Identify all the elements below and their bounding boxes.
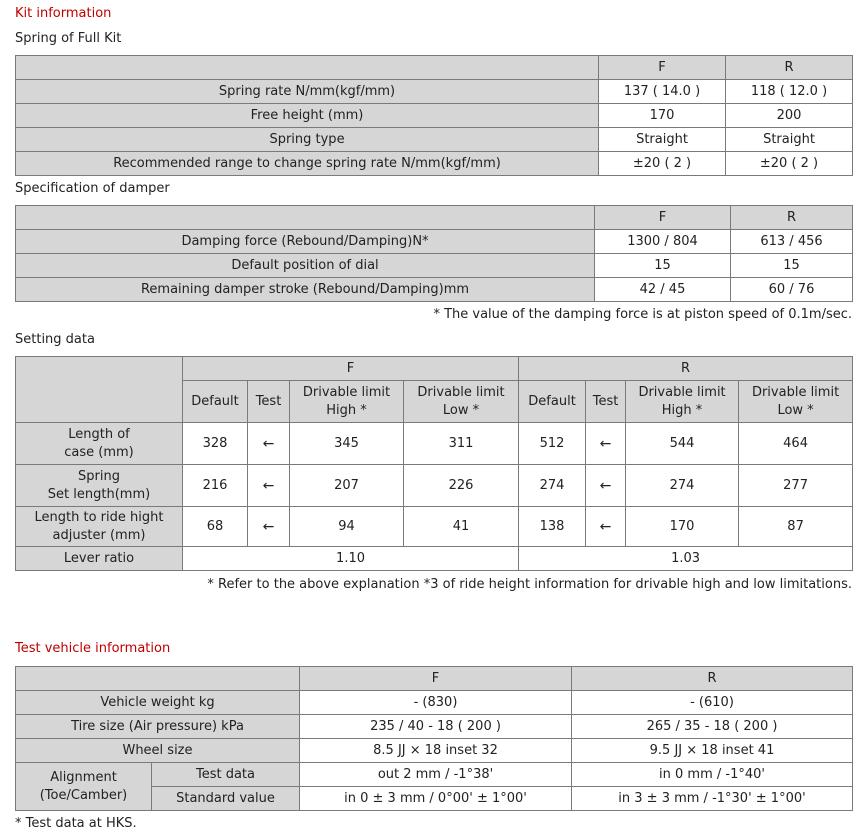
adjuster-f-low: 41 — [404, 507, 519, 547]
vehicle-weight-f: - (830) — [300, 691, 572, 715]
alignment-label-line2: (Toe/Camber) — [39, 787, 128, 803]
adjuster-r-high: 170 — [626, 507, 739, 547]
wheel-size-label: Wheel size — [16, 739, 300, 763]
spring-table — [15, 55, 853, 176]
f-high-header-line2: High * — [326, 402, 367, 418]
dial-position-f: 15 — [595, 254, 731, 278]
case-length-r-high: 544 — [626, 423, 739, 465]
drivable-limit-note: * Refer to the above explanation *3 of ride height information for drivable high and low limitations. — [207, 577, 852, 592]
f-low-header-line1: Drivable limit — [417, 384, 505, 400]
adjuster-f-high: 94 — [290, 507, 404, 547]
setting-group-r: R — [519, 357, 853, 381]
case-length-r-low: 464 — [739, 423, 853, 465]
f-default-header: Default — [183, 381, 248, 423]
left-arrow-icon: ← — [248, 465, 290, 507]
kit-information-title: Kit information — [15, 6, 112, 21]
alignment-label-line1: Alignment — [50, 769, 117, 785]
adjuster-f-default: 68 — [183, 507, 248, 547]
free-height-f: 170 — [599, 104, 726, 128]
spring-set-r-high: 274 — [626, 465, 739, 507]
damping-force-label: Damping force (Rebound/Damping)N* — [16, 230, 595, 254]
alignment-test-r: in 0 mm / -1°40' — [572, 763, 853, 787]
setting-table — [15, 356, 853, 571]
case-length-f-default: 328 — [183, 423, 248, 465]
wheel-size-f: 8.5 JJ × 18 inset 32 — [300, 739, 572, 763]
spring-header-r: R — [726, 56, 853, 80]
test-vehicle-table — [15, 666, 853, 811]
ride-height-adjuster-label-line1: Length to ride hight — [34, 509, 164, 525]
alignment-standard-label: Standard value — [152, 787, 300, 811]
free-height-label: Free height (mm) — [16, 104, 599, 128]
damper-table — [15, 205, 853, 302]
vehicle-header-f: F — [300, 667, 572, 691]
alignment-standard-f: in 0 ± 3 mm / 0°00' ± 1°00' — [300, 787, 572, 811]
left-arrow-icon: ← — [248, 507, 290, 547]
table-row — [16, 465, 853, 507]
vehicle-weight-r: - (610) — [572, 691, 853, 715]
alignment-label — [16, 763, 152, 811]
f-low-header — [404, 381, 519, 423]
ride-height-adjuster-label — [16, 507, 183, 547]
vehicle-weight-label: Vehicle weight kg — [16, 691, 300, 715]
damper-stroke-label: Remaining damper stroke (Rebound/Damping)mm — [16, 278, 595, 302]
spring-type-label: Spring type — [16, 128, 599, 152]
r-test-header: Test — [586, 381, 626, 423]
alignment-standard-r: in 3 ± 3 mm / -1°30' ± 1°00' — [572, 787, 853, 811]
table-row — [16, 507, 853, 547]
spring-header-blank — [16, 56, 599, 80]
vehicle-header-blank — [16, 667, 300, 691]
spring-set-f-default: 216 — [183, 465, 248, 507]
spring-rate-r: 118 ( 12.0 ) — [726, 80, 853, 104]
alignment-test-label: Test data — [152, 763, 300, 787]
lever-ratio-r: 1.03 — [519, 547, 853, 571]
r-high-header — [626, 381, 739, 423]
spring-set-f-low: 226 — [404, 465, 519, 507]
spring-set-f-high: 207 — [290, 465, 404, 507]
dial-position-r: 15 — [731, 254, 853, 278]
damper-stroke-f: 42 / 45 — [595, 278, 731, 302]
left-arrow-icon: ← — [586, 507, 626, 547]
spring-set-r-low: 277 — [739, 465, 853, 507]
r-high-header-line1: Drivable limit — [638, 384, 726, 400]
alignment-test-f: out 2 mm / -1°38' — [300, 763, 572, 787]
free-height-r: 200 — [726, 104, 853, 128]
setting-group-f: F — [183, 357, 519, 381]
vehicle-header-r: R — [572, 667, 853, 691]
spring-type-r: Straight — [726, 128, 853, 152]
left-arrow-icon: ← — [586, 465, 626, 507]
left-arrow-icon: ← — [248, 423, 290, 465]
spring-rate-f: 137 ( 14.0 ) — [599, 80, 726, 104]
wheel-size-r: 9.5 JJ × 18 inset 41 — [572, 739, 853, 763]
spring-type-f: Straight — [599, 128, 726, 152]
damper-section-title: Specification of damper — [15, 181, 170, 196]
f-high-header-line1: Drivable limit — [302, 384, 391, 400]
adjuster-r-default: 138 — [519, 507, 586, 547]
test-vehicle-title: Test vehicle information — [15, 641, 171, 656]
adjuster-r-low: 87 — [739, 507, 853, 547]
tire-size-label: Tire size (Air pressure) kPa — [16, 715, 300, 739]
table-row — [16, 423, 853, 465]
f-low-header-line2: Low * — [442, 402, 480, 418]
case-length-label-line2: case (mm) — [64, 444, 134, 460]
lever-ratio-label: Lever ratio — [16, 547, 183, 571]
spring-header-f: F — [599, 56, 726, 80]
f-test-header: Test — [248, 381, 290, 423]
ride-height-adjuster-label-line2: adjuster (mm) — [52, 527, 146, 543]
lever-ratio-f: 1.10 — [183, 547, 519, 571]
case-length-label-line1: Length of — [68, 426, 130, 442]
r-low-header-line1: Drivable limit — [751, 384, 840, 400]
recommended-range-f: ±20 ( 2 ) — [599, 152, 726, 176]
damper-header-r: R — [731, 206, 853, 230]
damping-force-f: 1300 / 804 — [595, 230, 731, 254]
tire-size-f: 235 / 40 - 18 ( 200 ) — [300, 715, 572, 739]
dial-position-label: Default position of dial — [16, 254, 595, 278]
r-low-header-line2: Low * — [777, 402, 814, 418]
spring-set-r-default: 274 — [519, 465, 586, 507]
damper-header-f: F — [595, 206, 731, 230]
spring-section-title: Spring of Full Kit — [15, 31, 122, 46]
setting-section-title: Setting data — [15, 332, 95, 347]
damping-force-note: * The value of the damping force is at piston speed of 0.1m/sec. — [433, 307, 852, 322]
case-length-f-high: 345 — [290, 423, 404, 465]
damper-header-blank — [16, 206, 595, 230]
f-high-header — [290, 381, 404, 423]
test-data-note: * Test data at HKS. — [15, 816, 137, 831]
r-low-header — [739, 381, 853, 423]
recommended-range-label: Recommended range to change spring rate N/mm(kgf/mm) — [16, 152, 599, 176]
spring-set-length-label — [16, 465, 183, 507]
spring-set-length-label-line1: Spring — [78, 468, 120, 484]
tire-size-r: 265 / 35 - 18 ( 200 ) — [572, 715, 853, 739]
case-length-r-default: 512 — [519, 423, 586, 465]
case-length-label — [16, 423, 183, 465]
damper-stroke-r: 60 / 76 — [731, 278, 853, 302]
case-length-f-low: 311 — [404, 423, 519, 465]
left-arrow-icon: ← — [586, 423, 626, 465]
recommended-range-r: ±20 ( 2 ) — [726, 152, 853, 176]
spring-set-length-label-line2: Set length(mm) — [47, 486, 151, 502]
damping-force-r: 613 / 456 — [731, 230, 853, 254]
r-default-header: Default — [519, 381, 586, 423]
setting-header-blank — [16, 357, 183, 423]
spring-rate-label: Spring rate N/mm(kgf/mm) — [16, 80, 599, 104]
r-high-header-line2: High * — [661, 402, 703, 418]
